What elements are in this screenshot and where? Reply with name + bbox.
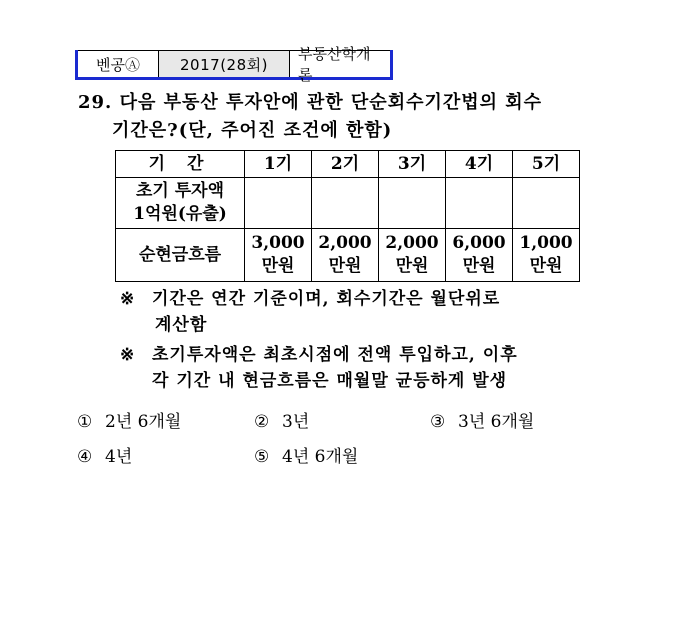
cashflow-cell-2 — [312, 229, 379, 282]
question-text-line1: 29. 다음 부동산 투자안에 관한 단순회수기간법의 회수 — [78, 92, 543, 113]
initial-label-line1: 초기 투자액 — [135, 181, 225, 202]
cashflow-unit: 만원 — [328, 256, 362, 276]
period-5-header: 5기 — [513, 151, 580, 178]
cashflow-unit: 만원 — [261, 256, 295, 276]
choice-2[interactable] — [254, 407, 309, 432]
choice-text: 3년 — [282, 412, 310, 432]
cashflow-unit: 만원 — [462, 256, 496, 276]
choice-3[interactable] — [430, 407, 534, 432]
note-mark: ※ — [120, 345, 136, 365]
initial-investment-row — [116, 178, 580, 229]
cashflow-table — [115, 150, 580, 282]
cashflow-amount: 3,000 — [251, 233, 305, 254]
note-2-text: 초기투자액은 최초시점에 전액 투입하고, 이후 — [152, 345, 518, 365]
subject-tag: 벤공Ⓐ — [78, 50, 159, 77]
choice-number: ④ — [77, 447, 93, 467]
note-1-text: 기간은 연간 기준이며, 회수기간은 월단위로 — [152, 289, 501, 309]
choice-text: 3년 6개월 — [458, 412, 535, 432]
period-3-header: 3기 — [379, 151, 446, 178]
table-cell — [245, 178, 312, 229]
choice-5[interactable] — [254, 442, 358, 467]
choice-text: 2년 6개월 — [105, 412, 182, 432]
cashflow-cell-3 — [379, 229, 446, 282]
cashflow-amount: 1,000 — [519, 233, 573, 254]
note-mark: ※ — [120, 289, 136, 309]
initial-label-line2: 1억원(유출) — [133, 204, 227, 224]
period-2-header: 2기 — [312, 151, 379, 178]
cashflow-amount: 2,000 — [318, 233, 372, 254]
cashflow-label: 순현금흐름 — [116, 229, 245, 282]
cashflow-unit: 만원 — [395, 256, 429, 276]
table-cell — [513, 178, 580, 229]
year-round: 2017(28회) — [159, 50, 290, 77]
table-cell — [446, 178, 513, 229]
exam-header — [75, 45, 393, 84]
note-1-line1 — [120, 284, 500, 309]
question-text-line2: 기간은?(단, 주어진 조건에 한함) — [112, 120, 393, 141]
note-1-line2: 계산함 — [155, 315, 208, 335]
cashflow-amount: 6,000 — [452, 233, 506, 254]
table-cell — [312, 178, 379, 229]
course-name: 부동산학개론 — [290, 50, 390, 77]
choice-4[interactable] — [77, 442, 132, 467]
table-cell — [379, 178, 446, 229]
choice-text: 4년 — [105, 447, 133, 467]
note-2-line1 — [120, 340, 518, 365]
choice-number: ② — [254, 412, 270, 432]
table-header-row — [116, 151, 580, 178]
period-1-header: 1기 — [245, 151, 312, 178]
choice-number: ① — [77, 412, 93, 432]
cashflow-cell-1 — [245, 229, 312, 282]
cashflow-row — [116, 229, 580, 282]
choice-number: ⑤ — [254, 447, 270, 467]
choice-number: ③ — [430, 412, 446, 432]
cashflow-unit: 만원 — [529, 256, 563, 276]
period-4-header: 4기 — [446, 151, 513, 178]
initial-investment-label — [116, 178, 245, 229]
note-2-line2: 각 기간 내 현금흐름은 매월말 균등하게 발생 — [152, 371, 508, 391]
choice-1[interactable] — [77, 407, 181, 432]
period-header: 기 간 — [116, 151, 245, 178]
cashflow-cell-4 — [446, 229, 513, 282]
cashflow-cell-5 — [513, 229, 580, 282]
choice-text: 4년 6개월 — [282, 447, 359, 467]
cashflow-amount: 2,000 — [385, 233, 439, 254]
